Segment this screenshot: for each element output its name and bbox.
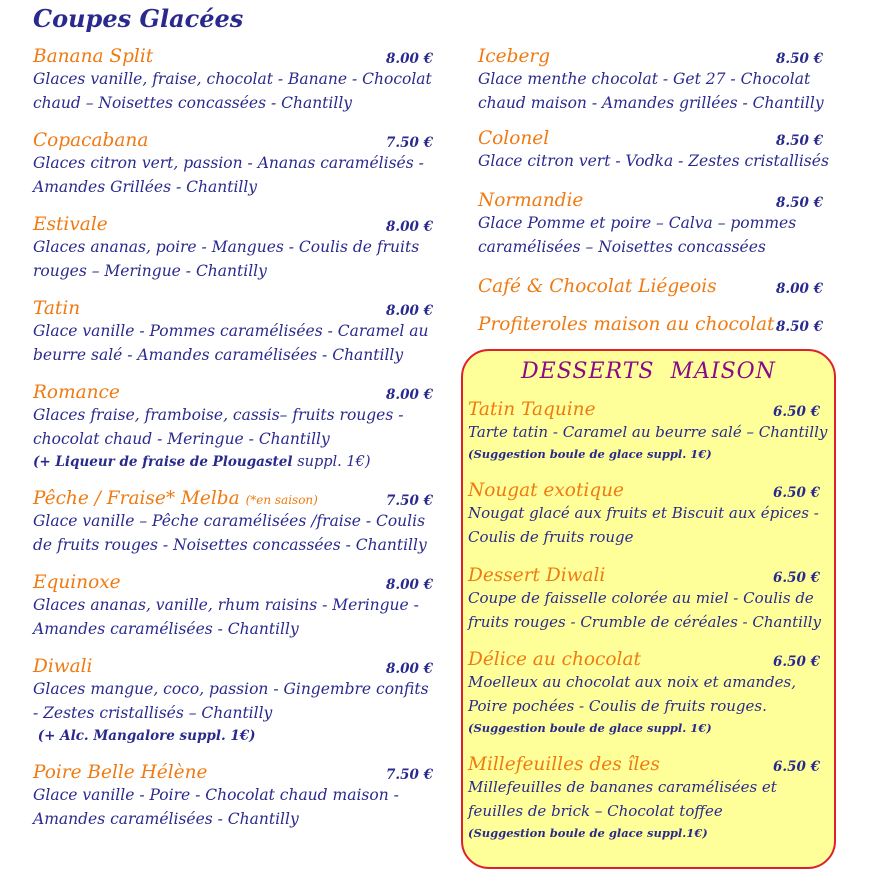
item-supplement: (Suggestion boule de glace suppl. 1€) [468,721,712,735]
item-name: Millefeuilles des îles [468,754,660,775]
item-description: Glace vanille - Pommes caramélisées - Caramel au beurre salé - Amandes caramélisées - Chantilly [33,322,429,364]
item-price: 8.50 € [776,133,823,149]
item-price: 8.00 € [386,387,433,403]
item-description: Glaces citron vert, passion - Ananas caramélisés - Amandes Grillées - Chantilly [33,154,424,196]
item-name: Equinoxe [33,572,121,593]
item-description: Tarte tatin - Caramel au beurre salé – Chantilly [468,423,828,441]
item-name: Copacabana [33,130,149,151]
right-column [478,46,833,352]
supplement-text: (+ Liqueur de fraise de Plougastel [33,454,298,470]
item-price: 8.50 € [776,195,823,211]
item-name: Dessert Diwali [468,565,606,586]
item-name: Profiteroles maison au chocolat [478,314,775,335]
dessert-item [468,565,828,634]
item-price: 6.50 € [773,404,820,420]
item-name: Tatin Taquine [468,399,596,420]
item-description: Nougat glacé aux fruits et Biscuit aux épices - Coulis de fruits rouge [468,504,819,546]
item-name: Colonel [478,128,550,149]
item-description: Glaces fraise, framboise, cassis– fruits rouges - chocolat chaud - Meringue - Chantilly [33,406,404,448]
dessert-item [468,480,828,549]
item-description: Coupe de faisselle colorée au miel - Coulis de fruits rouges - Crumble de céréales - Chantilly [468,589,822,631]
menu-item [33,214,438,298]
item-description: Moelleux au chocolat aux noix et amandes, Poire pochées - Coulis de fruits rouges. [468,673,796,715]
item-price: 6.50 € [773,485,820,501]
item-name: Délice au chocolat [468,649,641,670]
item-description: Glace vanille - Poire - Chocolat chaud maison - Amandes caramélisées - Chantilly [33,786,399,828]
left-column [33,46,438,846]
menu-item [478,314,833,352]
item-name [33,488,438,509]
dessert-item [468,399,828,464]
item-description: Glace vanille – Pêche caramélisées /fraise - Coulis de fruits rouges - Noisettes concassées - Chantilly [33,512,427,554]
menu-item [33,382,438,488]
item-price: 7.50 € [386,767,433,783]
menu-item [33,488,438,572]
item-supplement: (Suggestion boule de glace suppl.1€) [468,826,708,840]
item-name: Normandie [478,190,584,211]
item-price: 8.00 € [386,661,433,677]
menu-item [478,46,833,128]
item-name: Poire Belle Hélène [33,762,208,783]
dessert-item [468,754,828,843]
item-note: (*en saison) [245,493,318,507]
item-name: Café & Chocolat Liégeois [478,276,717,297]
item-price: 8.50 € [776,51,823,67]
item-name-text: Pêche / Fraise* Melba [33,488,240,509]
item-price: 8.00 € [386,577,433,593]
item-price: 8.00 € [386,219,433,235]
menu-item [33,656,438,762]
item-price: 7.50 € [386,135,433,151]
item-supplement: (+ Alc. Mangalore suppl. 1€) [33,728,256,744]
section-title: Coupes Glacées [33,4,244,33]
item-description: Glaces ananas, vanille, rhum raisins - Meringue - Amandes caramélisées - Chantilly [33,596,419,638]
supplement-price: suppl. 1€) [297,454,371,470]
item-supplement [33,451,438,473]
item-description: Glace Pomme et poire – Calva – pommes caramélisées – Noisettes concassées [478,214,797,256]
item-name: Nougat exotique [468,480,625,501]
item-price: 8.50 € [776,319,823,335]
item-description: Glace citron vert - Vodka - Zestes cristallisés [478,152,829,170]
item-name: Estivale [33,214,108,235]
item-description: Glaces vanille, fraise, chocolat - Banane - Chocolat chaud – Noisettes concassées - Chantilly [33,70,432,112]
dessert-item [468,649,828,738]
item-name: Tatin [33,298,81,319]
menu-item [33,762,438,846]
menu-item [33,130,438,214]
item-price: 6.50 € [773,759,820,775]
item-name: Romance [33,382,120,403]
item-price: 8.00 € [386,51,433,67]
item-description: Millefeuilles de bananes caramélisées et feuilles de brick – Chocolat toffee [468,778,777,820]
item-price: 6.50 € [773,654,820,670]
item-name: Banana Split [33,46,154,67]
menu-item [478,128,833,190]
item-supplement: (Suggestion boule de glace suppl. 1€) [468,447,712,461]
item-name: Diwali [33,656,93,677]
item-description: Glaces ananas, poire - Mangues - Coulis de fruits rouges – Meringue - Chantilly [33,238,420,280]
menu-item [33,298,438,382]
item-price: 8.00 € [776,281,823,297]
item-name: Iceberg [478,46,551,67]
item-price: 6.50 € [773,570,820,586]
menu-item [478,190,833,276]
item-price: 8.00 € [386,303,433,319]
menu-item [478,276,833,314]
item-price: 7.50 € [386,493,433,509]
menu-item [33,46,438,130]
item-description: Glaces mangue, coco, passion - Gingembre confits - Zestes cristallisés – Chantilly [33,680,429,722]
item-description: Glace menthe chocolat - Get 27 - Chocolat chaud maison - Amandes grillées - Chantilly [478,70,824,112]
menu-item [33,572,438,656]
desserts-title: DESSERTS MAISON [521,359,776,384]
desserts-box [461,349,836,869]
